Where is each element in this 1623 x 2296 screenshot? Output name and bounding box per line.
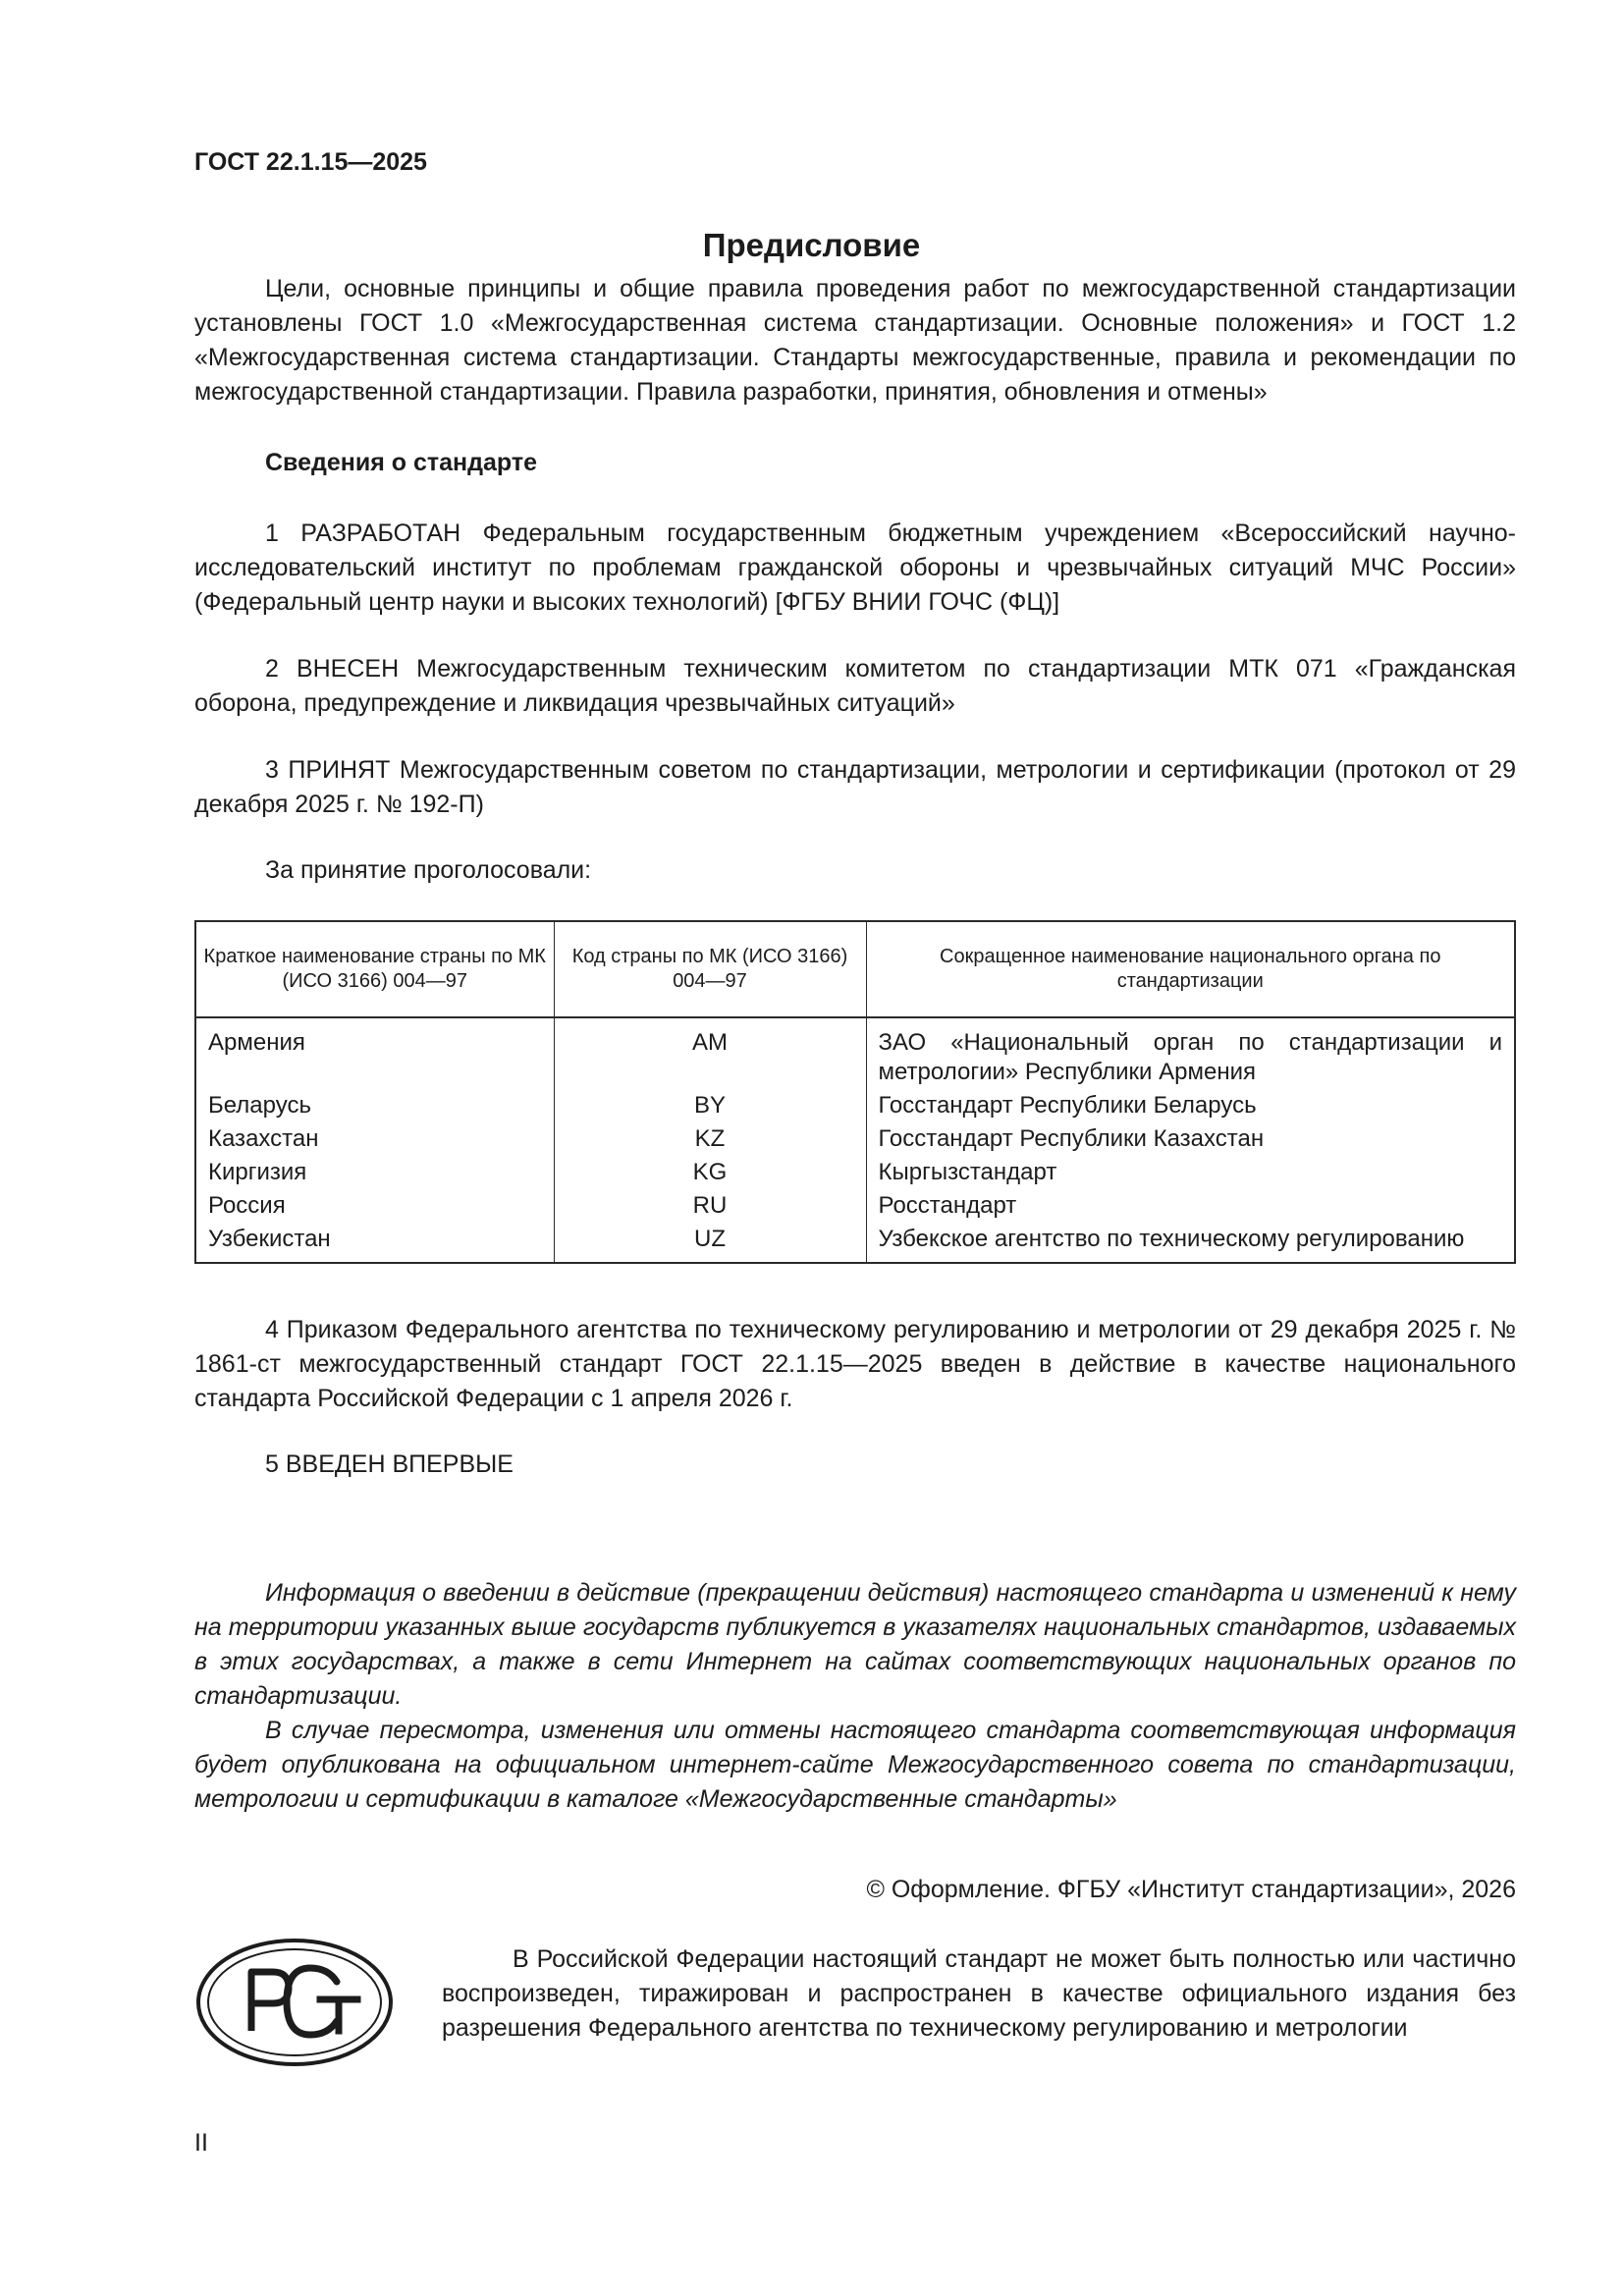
country-code-cell: AM — [554, 1017, 866, 1089]
table-row — [195, 1089, 1515, 1122]
country-name-cell: Армения — [195, 1017, 554, 1089]
country-name-cell: Беларусь — [195, 1089, 554, 1122]
table-header-row — [195, 921, 1515, 1017]
voted-label: За принятие проголосовали: — [265, 856, 592, 884]
national-body-cell: Госстандарт Республики Казахстан — [878, 1125, 1265, 1152]
voting-countries-table — [194, 920, 1516, 1264]
country-code-cell: KZ — [554, 1122, 866, 1156]
italic-note-enactment-info: Информация о введении в действие (прекращении действия) настоящего стандарта и изменений к нему на территории указанных выше государств публикуется в указателях национальных стандартов, издаваемых в этих государствах, а также в сети Интернет на сайтах соответствующих национальных органов по стандартизации. — [194, 1579, 1516, 1710]
column-header-country-code: Код страны по МК (ИСО 3166) 004—97 — [554, 921, 866, 1017]
reproduction-notice: В Российской Федерации настоящий стандарт не может быть полностью или частично воспроизведен, тиражирован и распространен в качестве официального издания без разрешения Федерального агентства по техническому регулированию и метрологии — [442, 1945, 1516, 2042]
table-row — [195, 1189, 1515, 1223]
item-1-developed: 1 РАЗРАБОТАН Федеральным государственным бюджетным учреждением «Всероссийский научно-исследовательский институт по проблемам гражданской обороны и чрезвычайных ситуаций МЧС России» (Федеральный центр науки и высоких технологий) [ФГБУ ВНИИ ГОЧС (ФЦ)] — [194, 519, 1516, 616]
table-row — [195, 1122, 1515, 1156]
country-name-cell: Россия — [195, 1189, 554, 1223]
national-body-cell: ЗАО «Национальный орган по стандартизации и метрологии» Республики Армения — [878, 1029, 1502, 1085]
country-name-cell: Узбекистан — [195, 1223, 554, 1263]
table-row — [195, 1017, 1515, 1089]
item-5-first-introduced: 5 ВВЕДЕН ВПЕРВЫЕ — [265, 1450, 514, 1478]
rst-certification-mark-icon — [194, 1937, 395, 2068]
country-code-cell: KG — [554, 1156, 866, 1189]
italic-note-revision-info: В случае пересмотра, изменения или отмены настоящего стандарта соответствующая информация будет опубликована на официальном интернет-сайте Межгосударственного совета по стандартизации, метрологии и сертификации в каталоге «Межгосударственные стандарты» — [194, 1717, 1516, 1813]
national-body-cell: Росстандарт — [878, 1192, 1017, 1219]
page-title: Предисловие — [702, 227, 921, 263]
national-body-cell: Госстандарт Республики Беларусь — [878, 1092, 1257, 1119]
table-row — [195, 1223, 1515, 1263]
item-3-adopted: 3 ПРИНЯТ Межгосударственным советом по стандартизации, метрологии и сертификации (протокол от 29 декабря 2025 г. № 192-П) — [194, 756, 1516, 818]
column-header-national-body: Сокращенное наименование национального органа по стандартизации — [866, 921, 1515, 1017]
country-code-cell: BY — [554, 1089, 866, 1122]
page-number: II — [194, 2129, 208, 2157]
info-heading: Сведения о стандарте — [265, 449, 538, 476]
intro-paragraph: Цели, основные принципы и общие правила проведения работ по межгосударственной стандартизации установлены ГОСТ 1.0 «Межгосударственная система стандартизации. Основные положения» и ГОСТ 1.2 «Межгосударственная система стандартизации. Стандарты межгосударственные, правила и рекомендации по межгосударственной стандартизации. Правила разработки, принятия, обновления и отмены» — [194, 275, 1516, 406]
item-4-enacted: 4 Приказом Федерального агентства по техническому регулированию и метрологии от 29 декабря 2025 г. № 1861-ст межгосударственный стандарт ГОСТ 22.1.15—2025 введен в действие в качестве национального стандарта Российской Федерации с 1 апреля 2026 г. — [194, 1316, 1516, 1412]
country-code-cell: RU — [554, 1189, 866, 1223]
national-body-cell: Кыргызстандарт — [878, 1159, 1057, 1185]
copyright-line: © Оформление. ФГБУ «Институт стандартизации», 2026 — [866, 1876, 1516, 1903]
country-code-cell: UZ — [554, 1223, 866, 1263]
item-2-submitted: 2 ВНЕСЕН Межгосударственным техническим комитетом по стандартизации МТК 071 «Гражданская оборона, предупреждение и ликвидация чрезвычайных ситуаций» — [194, 655, 1516, 717]
document-code: ГОСТ 22.1.15—2025 — [194, 148, 427, 176]
country-name-cell: Казахстан — [195, 1122, 554, 1156]
country-name-cell: Киргизия — [195, 1156, 554, 1189]
table-row — [195, 1156, 1515, 1189]
national-body-cell: Узбекское агентство по техническому регулированию — [878, 1226, 1465, 1252]
column-header-country-name: Краткое наименование страны по МК (ИСО 3166) 004—97 — [195, 921, 554, 1017]
